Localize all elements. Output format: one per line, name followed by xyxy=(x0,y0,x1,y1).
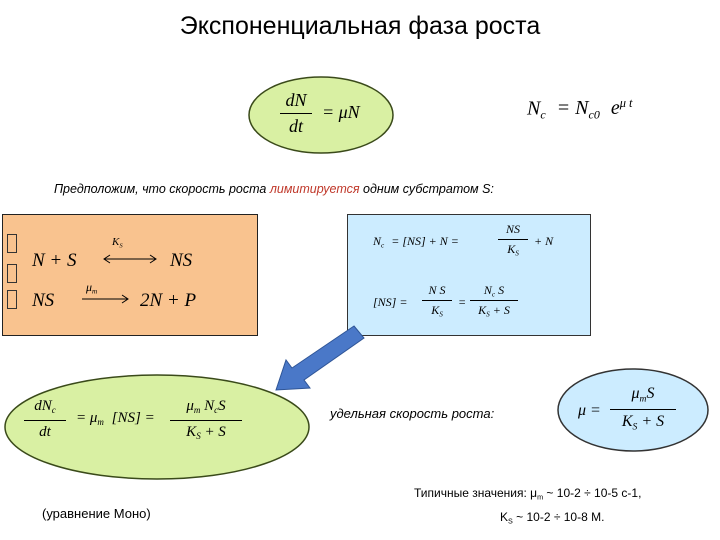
blue-line1-mid: = [NS] + N = xyxy=(391,234,459,248)
blue-line2-lhs: [NS] = xyxy=(373,295,408,309)
blue-line2-den1-sub: S xyxy=(439,310,443,319)
typical-line2-sub: S xyxy=(508,516,513,526)
monod-num2-mu: μ xyxy=(186,398,194,414)
monod-mid-sub: m xyxy=(97,417,104,428)
blue-line2-den2 xyxy=(468,303,520,319)
blue-line1-num: NS xyxy=(505,222,520,236)
blue-line2-num2 xyxy=(468,283,520,299)
monod-denominator: dt xyxy=(39,424,51,440)
monod-numerator2 xyxy=(168,398,244,415)
blue-line2-num2-end: S xyxy=(495,283,505,297)
reaction2-label-sub: m xyxy=(92,287,98,296)
specific-rate-den-sub: S xyxy=(632,421,638,433)
blue-line1-lhs xyxy=(373,234,459,250)
blue-line2-bar2 xyxy=(470,300,518,301)
nc-formula-exp-base: e xyxy=(610,97,620,120)
typical-line1-prefix: Типичные значения: μ xyxy=(414,486,538,500)
monod-caption: (уравнение Моно) xyxy=(42,506,151,521)
specific-rate-num-mu: μ xyxy=(631,385,640,402)
monod-num2-s: S xyxy=(218,398,226,414)
reaction1-arrow-icon xyxy=(100,252,160,266)
blue-line1-n: N xyxy=(373,234,382,248)
monod-numerator-dn: dN xyxy=(34,398,52,414)
specific-rate-den xyxy=(608,413,678,432)
assumption-text xyxy=(54,182,494,196)
monod-bar2 xyxy=(170,420,242,421)
blue-line2-eq: = xyxy=(458,295,467,309)
top-formula-numerator: dN xyxy=(285,90,307,110)
nc-formula-lhs: N xyxy=(527,97,541,120)
assumption-highlight: лимитируется xyxy=(269,182,360,196)
specific-rate-num-s: S xyxy=(646,385,655,402)
reaction1-left: N + S xyxy=(32,250,77,271)
typical-line2-prefix: K xyxy=(500,510,509,524)
blue-line2-num2-sub: c xyxy=(491,290,496,299)
typical-values-line2 xyxy=(500,510,604,526)
blue-line1-end: + N xyxy=(534,234,554,248)
reaction1-label-k: K xyxy=(112,236,120,248)
reaction2-right: 2N + P xyxy=(140,290,197,311)
reaction2-left: NS xyxy=(32,290,55,311)
blue-line2-den2-sub: S xyxy=(486,310,490,319)
monod-mid xyxy=(76,410,155,427)
blue-line2-den2-end: + S xyxy=(489,303,510,317)
monod-den2-end: + S xyxy=(200,424,226,440)
blue-line2-den2-k: K xyxy=(478,303,487,317)
blue-line2-bar1 xyxy=(422,300,452,301)
specific-rate-num xyxy=(608,385,678,404)
specific-rate-den-end: + S xyxy=(637,413,665,430)
monod-denominator2 xyxy=(168,424,244,441)
reaction1-label-sub: S xyxy=(119,242,123,250)
typical-line2-end: ~ 10-2 ÷ 10-8 М. xyxy=(512,510,605,524)
top-formula-rhs: = μN xyxy=(322,102,360,122)
typical-line1-sub: m xyxy=(537,492,544,502)
monod-den2-k: K xyxy=(186,424,197,440)
blue-line1-den-sub: S xyxy=(515,249,519,258)
blue-line2-den1 xyxy=(420,303,454,319)
reaction2-label-mu: μ xyxy=(86,280,93,294)
blue-line2-num2-n: N xyxy=(483,283,492,297)
typical-values-line1 xyxy=(414,486,641,502)
monod-num2-n-sub: c xyxy=(214,405,219,416)
typical-line1-end: ~ 10-2 ÷ 10-5 с-1, xyxy=(543,486,642,500)
page-title: Экспоненциальная фаза роста xyxy=(179,12,541,40)
specific-rate-label: удельная скорость роста: xyxy=(330,406,495,421)
top-formula-ellipse xyxy=(246,74,396,156)
nc-formula-rhs-sub: c0 xyxy=(588,107,600,122)
assumption-suffix: одним субстратом S: xyxy=(359,182,494,196)
blue-line2-num1: N S xyxy=(428,283,446,297)
specific-rate-lhs: μ = xyxy=(578,402,601,419)
monod-bar1 xyxy=(24,420,66,421)
monod-mid-end: [NS] = xyxy=(111,410,155,426)
reactions-box xyxy=(2,214,258,336)
monod-num2-mu-sub: m xyxy=(193,405,201,416)
bracket-mark-1 xyxy=(7,234,17,253)
assumption-prefix: Предположим, что скорость роста xyxy=(54,182,270,196)
monod-numerator xyxy=(22,398,68,415)
reaction2-arrow-icon xyxy=(80,292,132,306)
blue-line1-n-sub: c xyxy=(381,241,385,250)
monod-den2-sub: S xyxy=(196,431,201,442)
monod-mid-mu: = μ xyxy=(76,410,98,426)
blue-line1-den-k: K xyxy=(507,242,516,256)
blue-line2-den1-k: K xyxy=(431,303,440,317)
nc-formula xyxy=(527,96,633,123)
blue-line1-bar xyxy=(498,239,528,240)
reaction1-right: NS xyxy=(170,250,193,271)
specific-rate-bar xyxy=(610,409,676,410)
specific-rate-num-sub: m xyxy=(639,393,647,405)
specific-rate-den-k: K xyxy=(621,413,633,430)
bracket-mark-2 xyxy=(7,264,17,283)
nc-formula-eq: = N xyxy=(556,97,589,120)
top-formula-fraction-bar xyxy=(280,113,312,114)
monod-numerator-sub: c xyxy=(51,405,56,416)
monod-num2-n: N xyxy=(204,398,215,414)
nc-formula-exponent: μ t xyxy=(619,96,633,110)
nc-formula-lhs-sub: c xyxy=(540,107,546,122)
reaction1-label xyxy=(112,236,123,249)
top-formula-denominator: dt xyxy=(288,116,303,136)
blue-line1-den xyxy=(496,242,530,258)
bracket-mark-3 xyxy=(7,290,17,309)
